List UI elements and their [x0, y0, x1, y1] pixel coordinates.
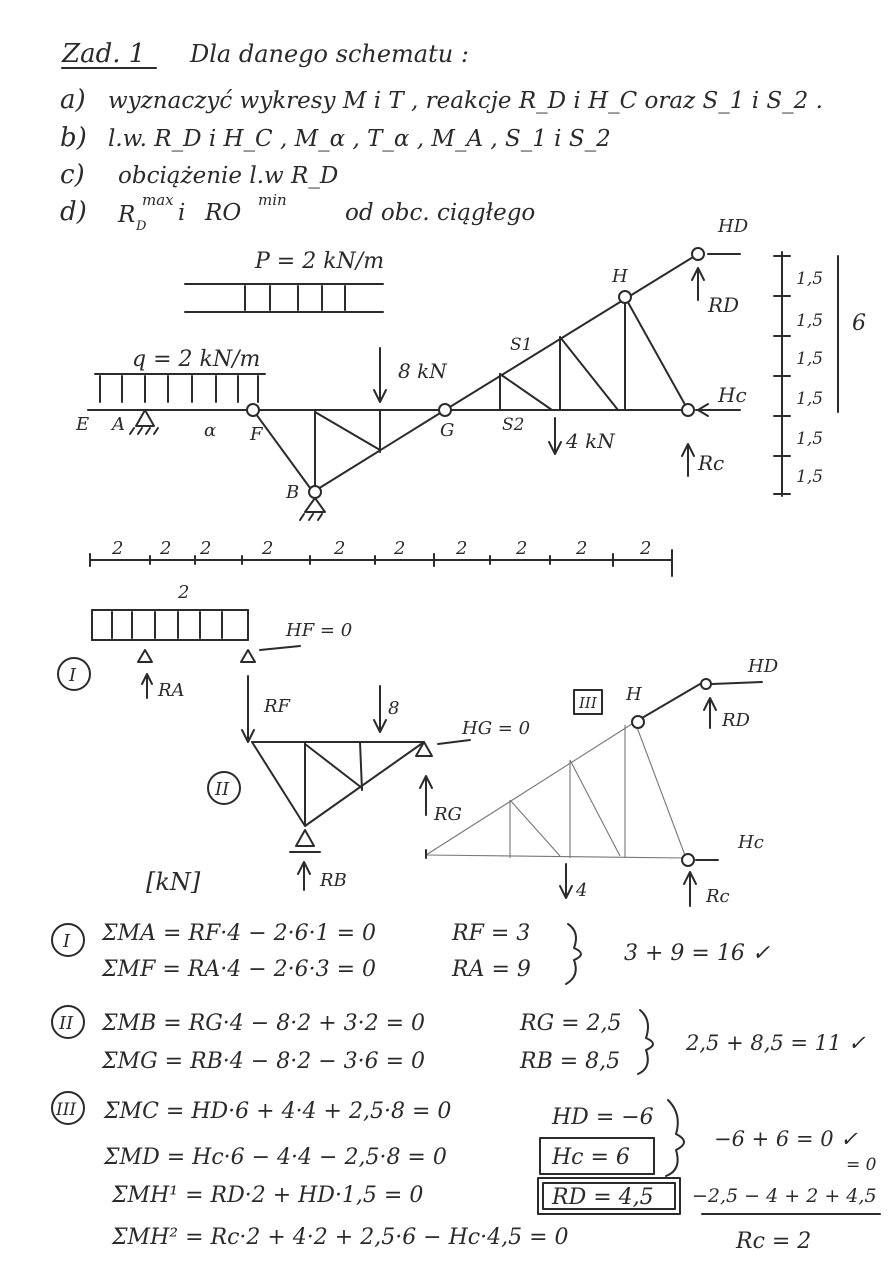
eq-ii-1: ΣMB = RG·4 − 8·2 + 3·2 = 0 [102, 1011, 426, 1036]
dim-y-1: 1,5 [796, 269, 824, 289]
eq-ii-2: ΣMG = RB·4 − 8·2 − 3·6 = 0 [102, 1049, 426, 1074]
fbd-hc-label: Hc [738, 832, 764, 853]
fbd-force-8: 8 [388, 698, 400, 719]
node-g-label: G [440, 420, 455, 441]
dim-y-total: 6 [852, 311, 866, 336]
eq-group-ii-roman: II [59, 1013, 74, 1034]
eq-iii-check2: −2,5 − 4 + 2 + 4,5 [692, 1185, 877, 1207]
hf-label: HF = 0 [286, 620, 353, 641]
dim-x-2: 2 [160, 538, 172, 559]
fbd-rd-label: RD [722, 710, 750, 731]
units-label: [kN] [146, 868, 201, 896]
dim-x-4: 2 [262, 538, 274, 559]
fbd-hd-label: HD [748, 656, 779, 677]
dim-y-4: 1,5 [796, 389, 824, 409]
fbd-span-label: 2 [178, 582, 190, 603]
eq-iii-1: ΣMC = HD·6 + 4·4 + 2,5·8 = 0 [104, 1099, 452, 1124]
task-d-r1-sup: max [142, 191, 174, 209]
node-b-label: B [286, 482, 300, 503]
eq-iii-4: ΣMH² = Rc·2 + 4·2 + 2,5·6 − Hc·4,5 = 0 [112, 1225, 569, 1250]
dim-x-8: 2 [516, 538, 528, 559]
eq-iii-check1: −6 + 6 = 0 ✓ [714, 1127, 858, 1151]
ra-label: RA [158, 680, 185, 701]
eq-ii-res2: RB = 8,5 [520, 1049, 621, 1074]
eq-group-i-roman: I [63, 931, 71, 952]
force-8-label: 8 kN [398, 359, 447, 383]
dim-y-3: 1,5 [796, 349, 824, 369]
force-4-label: 4 kN [566, 429, 615, 453]
hc-label: Hc [718, 383, 747, 407]
eq-i-1: ΣMA = RF·4 − 2·6·1 = 0 [102, 921, 377, 946]
equations [52, 921, 880, 1254]
task-d-r1-sub: D [136, 219, 147, 234]
part-iii-label: III [579, 694, 597, 712]
part-ii-label: II [215, 779, 230, 800]
eq-group-iii-roman: III [56, 1100, 77, 1120]
fbd-force-4: 4 [576, 880, 588, 901]
task-d-r1: R [118, 202, 136, 228]
alpha-label: α [204, 420, 217, 441]
rf-label: RF [264, 696, 291, 717]
rd-label: RD [708, 293, 740, 317]
eq-i-2: ΣMF = RA·4 − 2·6·3 = 0 [102, 957, 377, 982]
fbd-h-label: H [626, 684, 642, 705]
bar-s1-label: S1 [510, 335, 533, 355]
task-d-sep: i [178, 200, 186, 226]
task-c-letter: c) [60, 160, 85, 190]
structural-scheme [75, 216, 866, 576]
task-b-text: l.w. R_D i H_C , M_α , T_α , M_A , S_1 i S_2 [108, 126, 611, 152]
eq-iii-res3: RD = 4,5 [552, 1185, 654, 1210]
node-f-label: F [250, 424, 263, 445]
rg-label: RG [434, 804, 462, 825]
dim-x-9: 2 [576, 538, 588, 559]
dim-x-1: 2 [112, 538, 124, 559]
exercise-title: Zad. 1 [62, 39, 146, 69]
bar-s2-label: S2 [502, 415, 525, 435]
dim-x-3: 2 [200, 538, 212, 559]
free-body-diagrams [58, 582, 779, 907]
dim-y-2: 1,5 [796, 311, 824, 331]
dim-y-6: 1,5 [796, 467, 824, 487]
task-a-text: wyznaczyć wykresy M i T , reakcje R_D i H_C oraz S_1 i S_2 . [108, 88, 823, 114]
eq-iii-res4: Rc = 2 [736, 1229, 812, 1254]
part-i-label: I [69, 665, 77, 686]
load-q-label: q = 2 kN/m [132, 347, 261, 372]
eq-ii-check: 2,5 + 8,5 = 11 ✓ [686, 1031, 866, 1055]
eq-iii-3: ΣMH¹ = RD·2 + HD·1,5 = 0 [112, 1183, 424, 1208]
exercise-subtitle: Dla danego schematu : [190, 40, 469, 68]
eq-i-res1: RF = 3 [452, 921, 531, 946]
eq-iii-res1: HD = −6 [552, 1105, 654, 1130]
eq-ii-res1: RG = 2,5 [520, 1011, 622, 1036]
task-a-letter: a) [60, 85, 86, 115]
node-h-label: H [612, 266, 628, 287]
eq-iii-check2b: = 0 [846, 1155, 877, 1175]
eq-iii-2: ΣMD = Hc·6 − 4·4 − 2,5·8 = 0 [104, 1145, 447, 1170]
task-c-text: obciążenie l.w R_D [118, 163, 339, 189]
node-a-label: A [112, 414, 125, 435]
task-b-letter: b) [60, 123, 87, 153]
fbd-rc-label: Rc [706, 886, 730, 907]
task-d-text: od obc. ciągłego [345, 200, 536, 226]
task-d-r2-sup: min [258, 191, 287, 209]
rc-label: Rc [698, 451, 725, 475]
dim-x-6: 2 [394, 538, 406, 559]
dim-x-7: 2 [456, 538, 468, 559]
task-d-r2: RO [205, 200, 242, 226]
eq-iii-res2: Hc = 6 [552, 1145, 630, 1170]
node-e-label: E [76, 414, 90, 435]
dim-x-10: 2 [640, 538, 652, 559]
load-p-label: P = 2 kN/m [255, 249, 385, 274]
dim-y-5: 1,5 [796, 429, 824, 449]
eq-i-check: 3 + 9 = 16 ✓ [624, 941, 771, 966]
dim-x-5: 2 [334, 538, 346, 559]
top-chord [445, 254, 698, 410]
task-d-letter: d) [60, 197, 87, 227]
hg-label: HG = 0 [462, 718, 531, 739]
hd-label: HD [718, 216, 749, 237]
rb-label: RB [320, 870, 347, 891]
eq-i-res2: RA = 9 [452, 957, 531, 982]
